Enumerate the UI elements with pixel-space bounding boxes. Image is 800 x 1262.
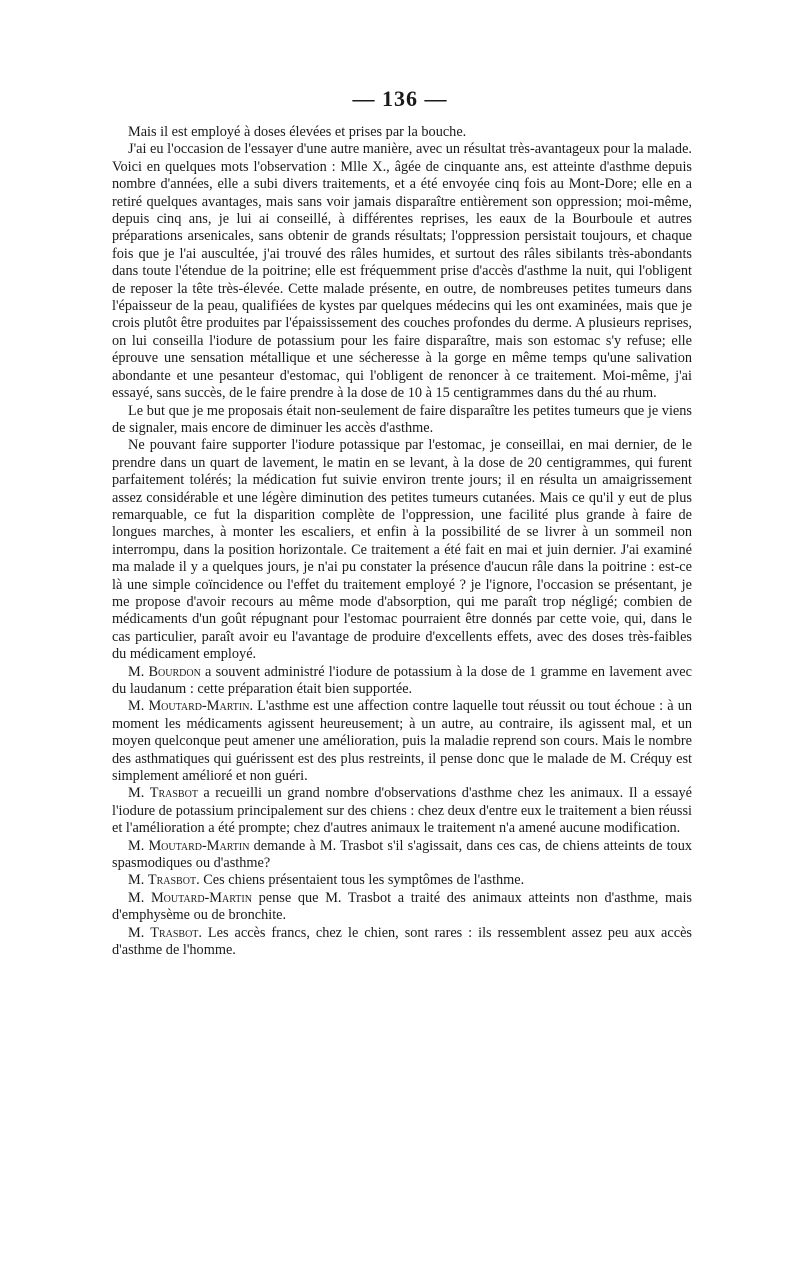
speaker-prefix: M. bbox=[128, 663, 149, 680]
paragraph: Mais il est employé à doses élevées et prises par la bouche. bbox=[128, 124, 467, 140]
speaker-paragraph-moutard-martin bbox=[112, 838, 692, 873]
speaker-prefix: M. bbox=[128, 872, 148, 889]
speaker-name: Trasbot bbox=[150, 924, 199, 941]
speaker-name: Bourdon bbox=[148, 663, 201, 680]
speaker-prefix: M. bbox=[128, 889, 151, 906]
speaker-prefix: M. bbox=[128, 924, 151, 941]
speaker-text: demande à M. Trasbot s'il s'agissait, dans ces cas, de chiens atteints de toux spasmodiques ou d'asthme? bbox=[112, 837, 692, 872]
speaker-paragraph-moutard-martin bbox=[112, 698, 692, 785]
speaker-name: Moutard-Martin bbox=[148, 698, 250, 715]
speaker-prefix: M. bbox=[128, 837, 149, 854]
speaker-paragraph-moutard-martin bbox=[112, 890, 692, 925]
speaker-name: Moutard-Martin bbox=[150, 889, 252, 906]
speaker-name: Moutard-Martin bbox=[148, 837, 250, 854]
speaker-text: . L'asthme est une affection contre laquelle tout réussit ou tout échoue : à un moment les médicaments agissent heureusement; à un autre, au contraire, ils agissent mal, et un moyen quelconque peut amener une amélioration, puis la maladie reprend son cours. Mais le nombre des asthmatiques qui guérissent est des plus restreints, il pense donc que le malade de M. Créquy est simplement amélioré et non guéri. bbox=[112, 698, 692, 785]
speaker-prefix: M. bbox=[128, 698, 149, 715]
speaker-paragraph-trasbot bbox=[112, 872, 692, 889]
speaker-paragraph-trasbot bbox=[112, 785, 692, 837]
speaker-name: Trasbot bbox=[149, 785, 198, 802]
page-number-header: — 136 — bbox=[352, 86, 448, 111]
paragraph: J'ai eu l'occasion de l'essayer d'une autre manière, avec un résultat très-avantageux pour la malade. Voici en quelques mots l'observation : Mlle X., âgée de cinquante ans, est atteinte d'asthme depuis nombre d'années, elle a subi divers traitements, et a été envoyée cinq fois au Mont-Dore; elle en a retiré quelques avantages, mais sans voir jamais disparaître entièrement son oppression; moi-même, depuis cinq ans, je lui ai conseillé, à différentes reprises, les eaux de la Bourboule et autres préparations arsenicales, sans obtenir de grands résultats; l'oppression persistait toujours, et chaque fois que je l'ai auscultée, j'ai trouvé des râles humides, et surtout des râles sibilants très-abondants dans toute l'étendue de la poitrine; elle est fréquemment prise d'accès d'asthme la nuit, qui l'obligent de reposer la tête très-élevée. Cette malade présente, en outre, de nombreuses petites tumeurs dans l'épaisseur de la peau, qualifiées de kystes par quelques médecins qui les ont examinées, mais que je crois plutôt être produites par l'épaississement des couches profondes du derme. A plusieurs reprises, on lui conseilla l'iodure de potassium pour les faire disparaître, mais son estomac s'y refuse; elle éprouve une sensation métallique et une sécheresse à la gorge en même temps qu'une salivation abondante et une pesanteur d'estomac, qui l'obligent de renoncer à ce traitement. Moi-même, j'ai essayé, sans succès, de le faire prendre à la dose de 10 à 15 centigrammes dans du thé au rhum. bbox=[112, 141, 692, 402]
speaker-text: pense que M. Trasbot a traité des animaux atteints non d'asthme, mais d'emphysème ou de bronchite. bbox=[112, 889, 692, 924]
speaker-prefix: M. bbox=[128, 785, 150, 802]
speaker-text: . Les accès francs, chez le chien, sont rares : ils ressemblent assez peu aux accès d'asthme de l'homme. bbox=[112, 924, 692, 959]
speaker-paragraph-trasbot bbox=[112, 925, 692, 960]
speaker-paragraph-bourdon bbox=[112, 664, 692, 699]
paragraph: Le but que je me proposais était non-seulement de faire disparaître les petites tumeurs que je viens de signaler, mais encore de diminuer les accès d'asthme. bbox=[112, 402, 692, 436]
speaker-text: a souvent administré l'iodure de potassium à la dose de 1 gramme en lavement avec du laudanum : cette préparation était bien supportée. bbox=[112, 663, 692, 697]
speaker-text: . Ces chiens présentaient tous les symptômes de l'asthme. bbox=[196, 872, 525, 889]
paragraph: Ne pouvant faire supporter l'iodure potassique par l'estomac, je conseillai, en mai dernier, de le prendre dans un quart de lavement, le matin en se levant, à la dose de 20 centigrammes, qui furent parfaitement tolérés; la médication fut suivie environ trente jours; il en résulta un amaigrissement assez considérable et une légère diminution des petites tumeurs cutanées. Mais ce qu'il y eut de plus remarquable, ce fut la disparition complète de l'oppression, une facilité plus grande à faire de longues marches, à monter les escaliers, et enfin à la possibilité de se livrer à un sommeil non interrompu, dans la position horizontale. Ce traitement a été fait en mai et juin dernier. J'ai examiné ma malade il y a quelques jours, je n'ai pu constater la présence d'aucun râle dans la poitrine : est-ce là une simple coïncidence ou l'effet du traitement employé ? je l'ignore, l'occasion se présentant, je me propose d'avoir recours au même mode d'absorption, qui me paraît trop négligé; combien de médicaments d'un goût répugnant pour l'estomac pourraient être donnés par cette voie, qui, dans le cas particulier, paraît avoir eu l'avantage de produire d'excellents effets, avec des doses très-faibles du médicament employé. bbox=[112, 437, 692, 663]
speaker-text: a recueilli un grand nombre d'observations d'asthme chez les animaux. Il a essayé l'iodure de potassium principalement sur des chiens : chez deux d'entre eux le traitement a bien réussi et l'amélioration a été prompte; chez d'autres animaux le traitement n'a amené aucune modification. bbox=[112, 785, 693, 837]
speaker-name: Trasbot bbox=[147, 872, 197, 889]
page-body bbox=[112, 124, 692, 960]
